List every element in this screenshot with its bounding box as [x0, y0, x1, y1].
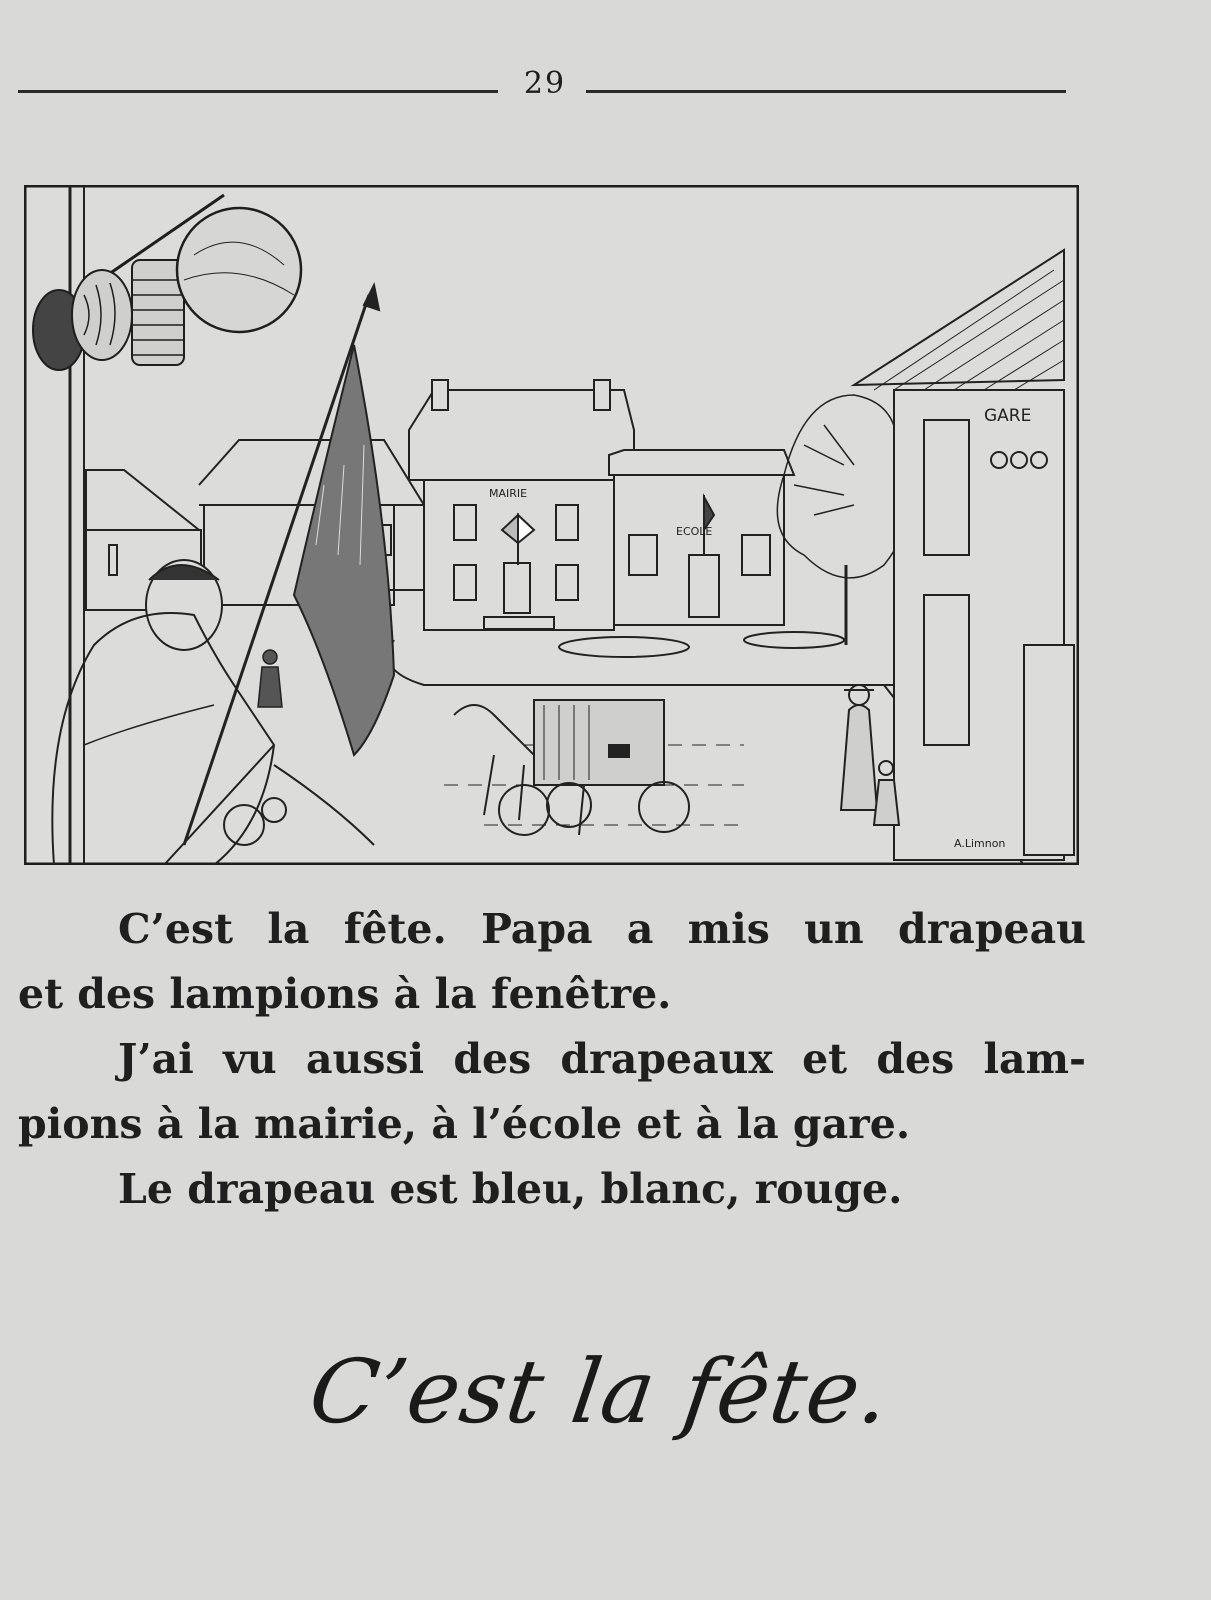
town-hall-building — [409, 380, 634, 630]
street-festival-illustration — [24, 185, 1079, 865]
paragraph-1-line-2: et des lampions à la fenêtre. — [18, 970, 672, 1018]
page-number: 29 — [523, 66, 567, 101]
paragraph-1 — [18, 897, 1086, 1027]
cursive-title: C’est la fête. — [303, 1340, 897, 1443]
paragraph-3 — [18, 1157, 1086, 1222]
paragraph-3-line-1: Le drapeau est bleu, blanc, rouge. — [118, 1165, 903, 1213]
paragraph-2 — [18, 1027, 1086, 1157]
artist-signature: A.Limnon — [954, 837, 1006, 850]
ecole-sign: ECOLE — [676, 525, 713, 538]
paragraph-2-line-2: pions à la mairie, à l’école et à la gare. — [18, 1100, 911, 1148]
mairie-sign: MAIRIE — [489, 487, 528, 500]
gare-sign: GARE — [984, 406, 1032, 426]
paragraph-1-line-1: C’est la fête. Papa a mis un drapeau — [118, 905, 1086, 953]
paragraph-2-line-1: J’ai vu aussi des drapeaux et des lam- — [118, 1035, 1086, 1083]
header-rule-left — [18, 90, 498, 93]
header-rule-right — [586, 90, 1066, 93]
